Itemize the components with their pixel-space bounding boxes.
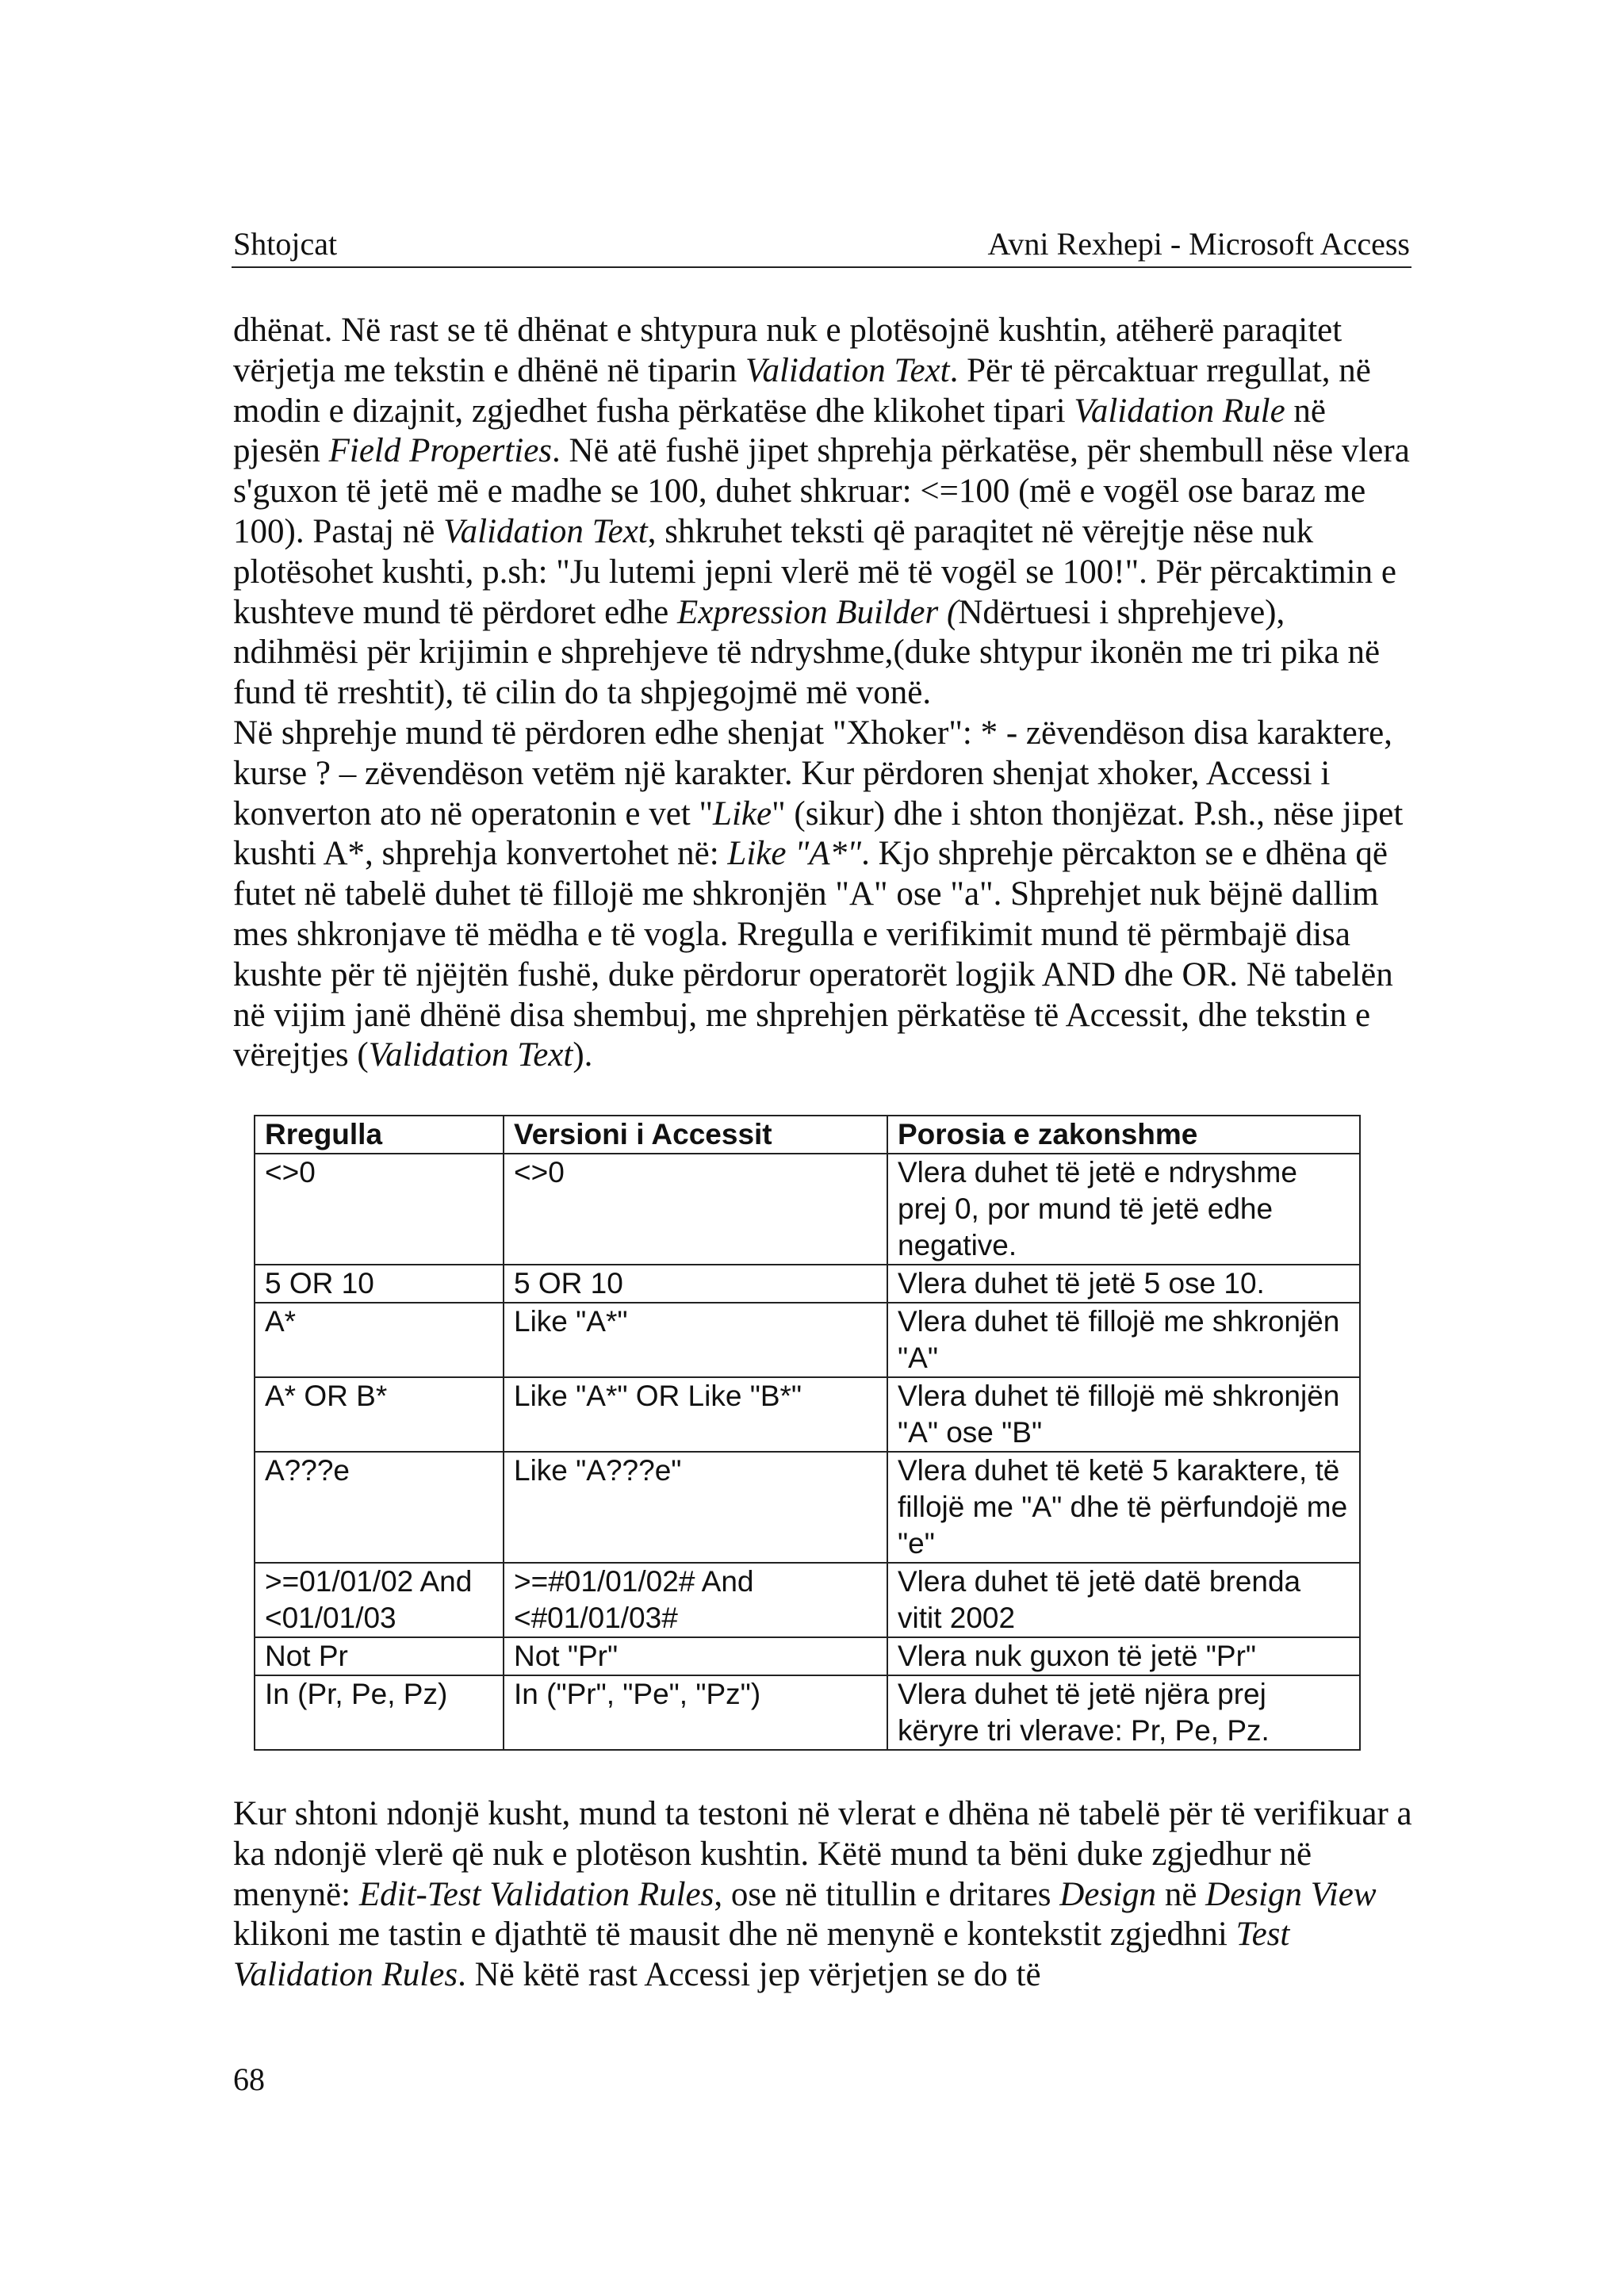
header-section-title: Shtojcat: [233, 226, 338, 262]
table-row: [255, 1265, 1360, 1303]
body-text-bottom: [233, 1794, 1415, 1996]
table-cell: In (Pr, Pe, Pz): [255, 1675, 504, 1750]
table-cell: A???e: [255, 1452, 504, 1563]
body-text-top: [233, 311, 1415, 1076]
table-row: [255, 1452, 1360, 1563]
column-header-message: Porosia e zakonshme: [887, 1116, 1360, 1154]
table-cell: 5 OR 10: [504, 1265, 887, 1303]
table-cell: Vlera duhet të jetë 5 ose 10.: [887, 1265, 1360, 1303]
table-cell: A* OR B*: [255, 1377, 504, 1452]
table-header-row: [255, 1116, 1360, 1154]
table-cell: Vlera duhet të jetë njëra prej këryre tri vlerave: Pr, Pe, Pz.: [887, 1675, 1360, 1750]
table-cell: Vlera nuk guxon të jetë "Pr": [887, 1637, 1360, 1675]
table-row: [255, 1637, 1360, 1675]
table-row: [255, 1303, 1360, 1377]
table-cell: >=01/01/02 And <01/01/03: [255, 1563, 504, 1637]
table-row: [255, 1675, 1360, 1750]
paragraph-validation-intro: dhënat. Në rast se të dhënat e shtypura nuk e plotësojnë kushtin, atëherë paraqitet vërjetja me tekstin e dhënë në tiparin Validation Text. Për të përcaktuar rregullat, në modin e dizajnit, zgjedhet fusha përkatëse dhe klikohet tipari Validation Rule në pjesën Field Properties. Në atë fushë jipet shprehja përkatëse, për shembull nëse vlera s'guxon të jetë më e madhe se 100, duhet shkruar: <=100 (më e vogël ose baraz me 100). Pastaj në Validation Text, shkruhet teksti që paraqitet në vërejtje nëse nuk plotësohet kushti, p.sh: "Ju lutemi jepni vlerë më të vogël se 100!". Për përcaktimin e kushteve mund të përdoret edhe Expression Builder (Ndërtuesi i shprehjeve), ndihmësi për krijimin e shprehjeve të ndryshme,(duke shtypur ikonën me tri pika në fund të rreshtit), të cilin do ta shpjegojmë më vonë.: [233, 312, 1410, 712]
table-cell: 5 OR 10: [255, 1265, 504, 1303]
column-header-access-version: Versioni i Accessit: [504, 1116, 887, 1154]
table-cell: Vlera duhet të fillojë më shkronjën "A" ose "B": [887, 1377, 1360, 1452]
table-cell: Like "A*" OR Like "B*": [504, 1377, 887, 1452]
table-cell: Not Pr: [255, 1637, 504, 1675]
table-cell: >=#01/01/02# And <#01/01/03#: [504, 1563, 887, 1637]
table-cell: <>0: [255, 1154, 504, 1265]
page-header: [232, 222, 1411, 268]
table-cell: Not "Pr": [504, 1637, 887, 1675]
table-cell: Vlera duhet të jetë datë brenda vitit 2002: [887, 1563, 1360, 1637]
header-book-title: Avni Rexhepi - Microsoft Access: [987, 226, 1410, 262]
table-cell: <>0: [504, 1154, 887, 1265]
table-row: [255, 1377, 1360, 1452]
column-header-rule: Rregulla: [255, 1116, 504, 1154]
table-row: [255, 1563, 1360, 1637]
table-cell: Vlera duhet të fillojë me shkronjën "A": [887, 1303, 1360, 1377]
page-number: 68: [233, 2061, 265, 2097]
table-cell: Like "A*": [504, 1303, 887, 1377]
table-cell: Vlera duhet të jetë e ndryshme prej 0, por mund të jetë edhe negative.: [887, 1154, 1360, 1265]
table-cell: Vlera duhet të ketë 5 karaktere, të fillojë me "A" dhe të përfundojë me "e": [887, 1452, 1360, 1563]
table-cell: In ("Pr", "Pe", "Pz"): [504, 1675, 887, 1750]
paragraph-test-rules: Kur shtoni ndonjë kusht, mund ta testoni në vlerat e dhëna në tabelë për të verifikuar a ka ndonjë vlerë që nuk e plotëson kushtin. Këtë mund ta bëni duke zgjedhur në menynë: Edit-Test Validation Rules, ose në titullin e dritares Design në Design View klikoni me tastin e djathtë të mausit dhe në menynë e kontekstit zgjedhni Test Validation Rules. Në këtë rast Accessi jep vërjetjen se do të: [233, 1795, 1412, 1994]
table-cell: A*: [255, 1303, 504, 1377]
table-row: [255, 1154, 1360, 1265]
validation-rules-table: [254, 1115, 1361, 1751]
paragraph-wildcards: Në shprehje mund të përdoren edhe shenjat "Xhoker": * - zëvendëson disa karaktere, kurse ? – zëvendëson vetëm një karakter. Kur përdoren shenjat xhoker, Accessi i konverton ato në operatonin e vet "Like" (sikur) dhe i shton thonjëzat. P.sh., nëse jipet kushti A*, shprehja konvertohet në: Like "A*". Kjo shprehje përcakton se e dhëna që futet në tabelë duhet të fillojë me shkronjën "A" ose "a". Shprehjet nuk bëjnë dallim mes shkronjave të mëdha e të vogla. Rregulla e verifikimit mund të përmbajë disa kushte për të njëjtën fushë, duke përdorur operatorët logjik AND dhe OR. Në tabelën në vijim janë dhënë disa shembuj, me shprehjen përkatëse të Accessit, dhe tekstin e vërejtjes (Validation Text).: [233, 714, 1404, 1074]
table-cell: Like "A???e": [504, 1452, 887, 1563]
